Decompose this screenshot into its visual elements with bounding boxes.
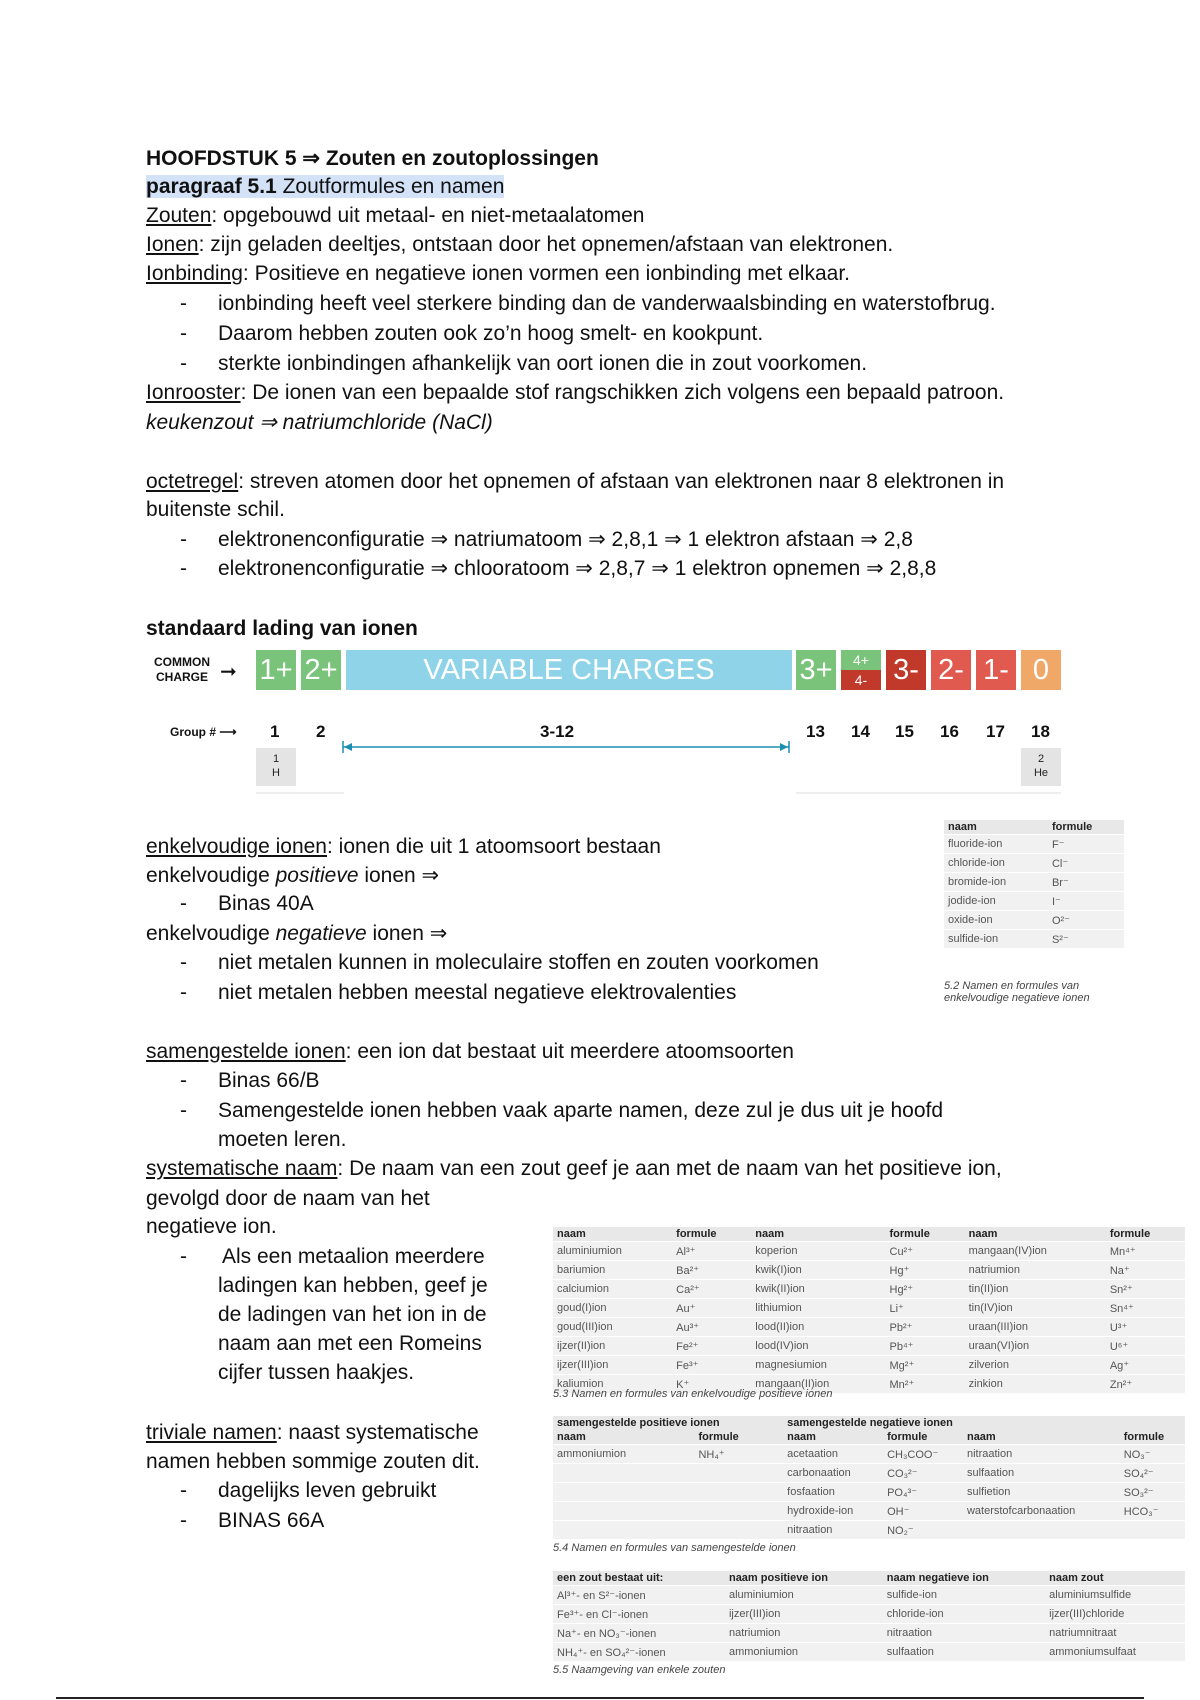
charge-group-13: 3+: [796, 650, 836, 690]
table-cell: [694, 1521, 783, 1540]
table-cell: tin(II)ion: [965, 1280, 1106, 1299]
table-cell: [694, 1464, 783, 1483]
table-cell: Pb⁴⁺: [886, 1337, 965, 1356]
simple-positive-bullet: Binas 40A: [218, 892, 314, 915]
table-row: [553, 1464, 1185, 1483]
simple-positive: enkelvoudige positieve ionen ⇒: [146, 864, 440, 887]
table-row: [944, 892, 1124, 911]
table-row: [553, 1299, 1185, 1318]
table-cell: aluminiumion: [725, 1586, 883, 1605]
table-row: [553, 1445, 1185, 1464]
caption-5-4: 5.4 Namen en formules van samengestelde ionen: [553, 1542, 796, 1554]
table-cell: goud(III)ion: [553, 1318, 672, 1337]
group-number: 2: [316, 722, 326, 741]
charge-group-18: 0: [1021, 650, 1061, 690]
table-cell: calciumion: [553, 1280, 672, 1299]
charges-heading: standaard lading van ionen: [146, 617, 418, 640]
table-cell: fosfaation: [783, 1483, 883, 1502]
table-cell: Mg²⁺: [886, 1356, 965, 1375]
table-cell: NH₄⁺: [694, 1445, 783, 1464]
table-row: [553, 1586, 1185, 1605]
table-cell: ijzer(III)chloride: [1045, 1605, 1185, 1624]
trivial-bullet: dagelijks leven gebruikt: [218, 1479, 437, 1502]
table-cell: fluoride-ion: [944, 835, 1048, 854]
table-cell: Na⁺: [1106, 1261, 1185, 1280]
table-cell: zilverion: [965, 1356, 1106, 1375]
table-cell: aluminiumion: [553, 1242, 672, 1261]
table-cell: SO₃²⁻: [1120, 1483, 1185, 1502]
table-cell: sulfietion: [963, 1483, 1120, 1502]
table-cell: uraan(VI)ion: [965, 1337, 1106, 1356]
table-cell: [553, 1483, 694, 1502]
table-cell: Na⁺- en NO₃⁻-ionen: [553, 1624, 725, 1643]
caption-5-2: 5.2 Namen en formules van enkelvoudige negatieve ionen: [944, 980, 1090, 1004]
group-label: Group # ⟶: [170, 725, 237, 739]
table-cell: Br⁻: [1048, 873, 1124, 892]
table-row: [553, 1242, 1185, 1261]
table-row: [553, 1643, 1185, 1662]
table-cell: NH₄⁺- en SO₄²⁻-ionen: [553, 1643, 725, 1662]
arrow-icon: ➞: [220, 661, 237, 683]
heading-arrow: ⇒: [302, 147, 320, 170]
systematic-line-3: negatieve ion.: [146, 1215, 277, 1238]
def-octetregel: octetregel: streven atomen door het opnemen of afstaan van elektronen naar 8 elektronen in: [146, 470, 1005, 493]
common-charge-label: COMMON CHARGE: [154, 655, 210, 684]
table-row: [553, 1521, 1185, 1540]
def-zouten: Zouten: opgebouwd uit metaal- en niet-metaalatomen: [146, 204, 645, 227]
table-cell: Hg⁺: [886, 1261, 965, 1280]
compound-bullet: Binas 66/B: [218, 1069, 320, 1092]
systematic-bullet-cont: naam aan met een Romeins: [218, 1332, 482, 1355]
table-cell: Al³⁺: [672, 1242, 751, 1261]
table-cell: Mn²⁺: [886, 1375, 965, 1394]
table-cell: natriumnitraat: [1045, 1624, 1185, 1643]
table-cell: chloride-ion: [883, 1605, 1045, 1624]
def-enkelvoudige-ionen: enkelvoudige ionen: ionen die uit 1 atoomsoort bestaan: [146, 835, 661, 858]
table-row: [944, 911, 1124, 930]
charge-group-17: 1-: [976, 650, 1016, 690]
section-heading: [146, 173, 504, 201]
table-cell: Mn⁴⁺: [1106, 1242, 1185, 1261]
group-number: 14: [851, 722, 870, 741]
table-cell: nitraation: [963, 1445, 1120, 1464]
table-cell: kwik(II)ion: [751, 1280, 885, 1299]
range-arrow: [340, 740, 792, 754]
table-cell: Al³⁺- en S²⁻-ionen: [553, 1586, 725, 1605]
table-cell: mangaan(IV)ion: [965, 1242, 1106, 1261]
page-bottom-rule: [56, 1697, 1144, 1699]
table-cell: Sn²⁺: [1106, 1280, 1185, 1299]
divider: [796, 792, 1061, 794]
def-samengestelde-ionen: samengestelde ionen: een ion dat bestaat uit meerdere atoomsoorten: [146, 1040, 794, 1063]
ionbinding-bullet: ionbinding heeft veel sterkere binding dan de vanderwaalsbinding en waterstofbrug.: [218, 292, 996, 315]
chapter-number: HOOFDSTUK 5: [146, 147, 297, 170]
ionbinding-bullet: sterkte ionbindingen afhankelijk van oort ionen die in zout voorkomen.: [218, 352, 868, 375]
def-ionbinding: Ionbinding: Positieve en negatieve ionen vormen een ionbinding met elkaar.: [146, 262, 850, 285]
table-cell: ijzer(III)ion: [553, 1356, 672, 1375]
charge-group-14: 4+ 4-: [841, 650, 881, 690]
table-cell: sulfide-ion: [883, 1586, 1045, 1605]
table-cell: ijzer(III)ion: [725, 1605, 883, 1624]
divider: [256, 792, 344, 794]
compound-bullet: Samengestelde ionen hebben vaak aparte namen, deze zul je dus uit je hoofd: [218, 1099, 944, 1122]
table-cell: F⁻: [1048, 835, 1124, 854]
table-cell: lithiumion: [751, 1299, 885, 1318]
table-cell: S²⁻: [1048, 930, 1124, 949]
systematic-bullet-cont: cijfer tussen haakjes.: [218, 1361, 415, 1384]
table-cell: Ba²⁺: [672, 1261, 751, 1280]
table-row: [944, 854, 1124, 873]
chapter-heading: [146, 145, 599, 173]
group-number: 3-12: [540, 722, 575, 741]
table-cell: Sn⁴⁺: [1106, 1299, 1185, 1318]
table-row: [553, 1502, 1185, 1521]
table-cell: aluminiumsulfide: [1045, 1586, 1185, 1605]
ionbinding-bullet: Daarom hebben zouten ook zo’n hoog smelt- en kookpunt.: [218, 322, 764, 345]
table-5-3: naam formule naam formule naam formule aluminiumion Al³⁺ koperion Cu²⁺ mangaan(IV)ion Mn⁴⁺ bariumion Ba²⁺ kwik(I)ion Hg⁺ natriumion Na⁺ calciumion Ca²⁺ kwik(II)ion Hg²⁺ tin(II)ion Sn²⁺ goud(I)ion Au⁺ lithiumion Li⁺ tin(IV)ion Sn⁴⁺ goud(III)ion Au³⁺ lood(II)ion Pb²⁺ uraan(III)ion U³⁺ ijzer(II)ion Fe²⁺ lood(IV)ion Pb⁴⁺ uraan(VI)ion U⁶⁺ ijzer(III)ion Fe³⁺ magnesiumion Mg²⁺ zilverion Ag⁺ kaliumion K⁺ mangaan(II)ion Mn²⁺ zinkion Zn²⁺: [553, 1227, 1185, 1393]
table-cell: kwik(I)ion: [751, 1261, 885, 1280]
table-cell: jodide-ion: [944, 892, 1048, 911]
table-cell: [694, 1483, 783, 1502]
chapter-title: Zouten en zoutoplossingen: [325, 147, 599, 170]
table-cell: koperion: [751, 1242, 885, 1261]
table-cell: natriumion: [725, 1624, 883, 1643]
table-cell: goud(I)ion: [553, 1299, 672, 1318]
table-cell: natriumion: [965, 1261, 1106, 1280]
table-cell: magnesiumion: [751, 1356, 885, 1375]
table-row: [553, 1337, 1185, 1356]
table-cell: NO₂⁻: [883, 1521, 963, 1540]
table-cell: bariumion: [553, 1261, 672, 1280]
table-row: [553, 1280, 1185, 1299]
table-cell: oxide-ion: [944, 911, 1048, 930]
group-number: 17: [986, 722, 1005, 741]
table-cell: ammoniumion: [725, 1643, 883, 1662]
table-row: [553, 1318, 1185, 1337]
charge-group-15: 3-: [886, 650, 926, 690]
table-cell: tin(IV)ion: [965, 1299, 1106, 1318]
table-cell: Fe³⁺: [672, 1356, 751, 1375]
table-cell: PO₄³⁻: [883, 1483, 963, 1502]
table-cell: lood(II)ion: [751, 1318, 885, 1337]
table-row: [944, 873, 1124, 892]
example-keukenzout: keukenzout ⇒ natriumchloride (NaCl): [146, 411, 493, 434]
table-cell: NO₃⁻: [1120, 1445, 1185, 1464]
group-number: 13: [806, 722, 825, 741]
table-cell: Ag⁺: [1106, 1356, 1185, 1375]
octet-bullet: elektronenconfiguratie ⇒ chlooratoom ⇒ 2,8,7 ⇒ 1 elektron opnemen ⇒ 2,8,8: [218, 557, 937, 580]
table-cell: [553, 1502, 694, 1521]
table-cell: U⁶⁺: [1106, 1337, 1185, 1356]
table-cell: Fe³⁺- en Cl⁻-ionen: [553, 1605, 725, 1624]
trivial-line-2: namen hebben sommige zouten dit.: [146, 1450, 480, 1473]
table-cell: [1120, 1521, 1185, 1540]
table-cell: Zn²⁺: [1106, 1375, 1185, 1394]
table-cell: nitraation: [883, 1624, 1045, 1643]
systematic-bullet-cont: de ladingen van het ion in de: [218, 1303, 487, 1326]
trivial-bullet: BINAS 66A: [218, 1509, 325, 1532]
table-5-2: naam formule fluoride-ion F⁻ chloride-ion Cl⁻ bromide-ion Br⁻ jodide-ion I⁻ oxide-ion O²⁻ sulfide-ion S²⁻: [944, 820, 1124, 948]
charge-group-2: 2+: [301, 650, 341, 690]
table-cell: [694, 1502, 783, 1521]
table-row: [553, 1356, 1185, 1375]
table-cell: Li⁺: [886, 1299, 965, 1318]
table-cell: Hg²⁺: [886, 1280, 965, 1299]
table-cell: ijzer(II)ion: [553, 1337, 672, 1356]
table-cell: lood(IV)ion: [751, 1337, 885, 1356]
table-cell: mangaan(II)ion: [751, 1375, 885, 1394]
charge-group-16: 2-: [931, 650, 971, 690]
table-row: [553, 1605, 1185, 1624]
simple-negative: enkelvoudige negatieve ionen ⇒: [146, 922, 448, 945]
octet-line-2: buitenste schil.: [146, 498, 285, 521]
element-h: 1 H: [256, 748, 296, 786]
table-cell: K⁺: [672, 1375, 751, 1394]
table-cell: kaliumion: [553, 1375, 672, 1394]
table-row: [944, 930, 1124, 949]
table-cell: Cu²⁺: [886, 1242, 965, 1261]
table-5-4: samengestelde positieve ionen samengestelde negatieve ionen naam formule naam formule naam formule ammoniumion NH₄⁺ acetaation CH₃COO⁻ nitraation NO₃⁻ carbonaation CO₃²⁻ sulfaation SO₄²⁻ fosfaation PO₄³⁻ sulfietion SO₃²⁻ hydroxide-ion OH⁻ waterstofcarbonaation HCO₃⁻ nitraation NO₂⁻: [553, 1416, 1185, 1539]
variable-charges: VARIABLE CHARGES: [346, 650, 792, 690]
table-row: [553, 1261, 1185, 1280]
systematic-bullet: Als een metaalion meerdere: [222, 1245, 485, 1268]
table-cell: [553, 1464, 694, 1483]
table-row: [553, 1624, 1185, 1643]
table-cell: sulfide-ion: [944, 930, 1048, 949]
table-cell: bromide-ion: [944, 873, 1048, 892]
table-cell: CO₃²⁻: [883, 1464, 963, 1483]
table-cell: [963, 1521, 1120, 1540]
table-cell: Fe²⁺: [672, 1337, 751, 1356]
table-cell: uraan(III)ion: [965, 1318, 1106, 1337]
table-cell: chloride-ion: [944, 854, 1048, 873]
caption-5-3: 5.3 Namen en formules van enkelvoudige positieve ionen: [553, 1388, 833, 1400]
simple-negative-bullet: niet metalen kunnen in moleculaire stoffen en zouten voorkomen: [218, 951, 819, 974]
def-ionrooster: Ionrooster: De ionen van een bepaalde stof rangschikken zich volgens een bepaald patroon.: [146, 381, 1005, 404]
caption-5-5: 5.5 Naamgeving van enkele zouten: [553, 1664, 726, 1676]
group-number: 1: [270, 722, 280, 741]
group-number: 16: [940, 722, 959, 741]
table-cell: Au³⁺: [672, 1318, 751, 1337]
table-row: [553, 1483, 1185, 1502]
table-cell: zinkion: [965, 1375, 1106, 1394]
table-cell: Cl⁻: [1048, 854, 1124, 873]
group-number: 18: [1031, 722, 1050, 741]
table-cell: acetaation: [783, 1445, 883, 1464]
table-row: [944, 835, 1124, 854]
table-cell: OH⁻: [883, 1502, 963, 1521]
table-cell: Ca²⁺: [672, 1280, 751, 1299]
table-cell: Pb²⁺: [886, 1318, 965, 1337]
def-systematische-naam: systematische naam: De naam van een zout geef je aan met de naam van het positieve ion,: [146, 1157, 1002, 1180]
table-cell: Au⁺: [672, 1299, 751, 1318]
table-cell: O²⁻: [1048, 911, 1124, 930]
table-cell: I⁻: [1048, 892, 1124, 911]
group-number: 15: [895, 722, 914, 741]
element-he: 2 He: [1021, 748, 1061, 786]
table-cell: hydroxide-ion: [783, 1502, 883, 1521]
section-title: Zoutformules en namen: [282, 175, 505, 198]
table-cell: HCO₃⁻: [1120, 1502, 1185, 1521]
section-label: paragraaf 5.1: [146, 175, 277, 198]
table-cell: CH₃COO⁻: [883, 1445, 963, 1464]
table-cell: SO₄²⁻: [1120, 1464, 1185, 1483]
table-cell: sulfaation: [883, 1643, 1045, 1662]
table-cell: [553, 1521, 694, 1540]
table-cell: waterstofcarbonaation: [963, 1502, 1120, 1521]
systematic-line-2: gevolgd door de naam van het: [146, 1187, 430, 1210]
octet-bullet: elektronenconfiguratie ⇒ natriumatoom ⇒ 2,8,1 ⇒ 1 elektron afstaan ⇒ 2,8: [218, 528, 913, 551]
simple-negative-bullet: niet metalen hebben meestal negatieve elektrovalenties: [218, 981, 737, 1004]
charge-group-1: 1+: [256, 650, 296, 690]
table-cell: ammoniumion: [553, 1445, 694, 1464]
def-ionen: Ionen: zijn geladen deeltjes, ontstaan door het opnemen/afstaan van elektronen.: [146, 233, 894, 256]
compound-bullet-cont: moeten leren.: [218, 1128, 347, 1151]
table-5-5: een zout bestaat uit: naam positieve ion naam negatieve ion naam zout Al³⁺- en S²⁻-ionen aluminiumion sulfide-ion aluminiumsulfide Fe³⁺- en Cl⁻-ionen ijzer(III)ion chloride-ion ijzer(III)chloride Na⁺- en NO₃⁻-ionen natriumion nitraation natriumnitraat NH₄⁺- en SO₄²⁻-ionen ammoniumion sulfaation ammoniumsulfaat: [553, 1571, 1185, 1661]
systematic-bullet-cont: ladingen kan hebben, geef je: [218, 1274, 488, 1297]
table-cell: nitraation: [783, 1521, 883, 1540]
table-cell: ammoniumsulfaat: [1045, 1643, 1185, 1662]
table-cell: carbonaation: [783, 1464, 883, 1483]
def-triviale-namen: triviale namen: naast systematische: [146, 1421, 479, 1444]
table-cell: U³⁺: [1106, 1318, 1185, 1337]
table-cell: sulfaation: [963, 1464, 1120, 1483]
